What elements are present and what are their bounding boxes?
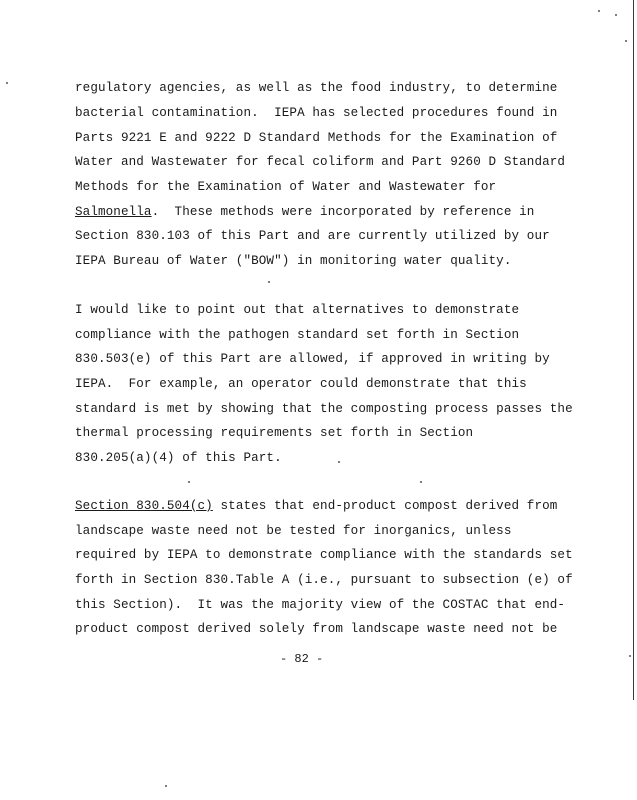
scan-speck xyxy=(625,40,627,42)
text-line: 830.503(e) of this Part are allowed, if approved in writing by xyxy=(75,352,550,366)
text-line: standard is met by showing that the composting process passes the xyxy=(75,402,573,416)
scan-speck xyxy=(188,481,190,483)
text-line: 830.205(a)(4) of this Part. xyxy=(75,451,282,465)
underlined-section-reference: Section 830.504(c) xyxy=(75,499,213,513)
text-span: . These methods were incorporated by reference in xyxy=(151,205,535,219)
text-line xyxy=(75,498,557,514)
text-line: Section 830.103 of this Part and are currently utilized by our xyxy=(75,229,550,243)
scan-speck xyxy=(615,14,617,16)
scan-speck xyxy=(268,281,270,283)
underlined-term: Salmonella xyxy=(75,205,152,219)
text-span: states that end-product compost derived from xyxy=(212,499,558,513)
text-line: IEPA Bureau of Water ("BOW") in monitoring water quality. xyxy=(75,254,512,268)
text-line: thermal processing requirements set forth in Section xyxy=(75,426,474,440)
text-line: Methods for the Examination of Water and Wastewater for xyxy=(75,180,497,194)
scan-speck xyxy=(629,655,631,657)
scan-edge-line xyxy=(633,0,634,700)
text-line: IEPA. For example, an operator could demonstrate that this xyxy=(75,377,527,391)
page-number: - 82 - xyxy=(280,652,324,666)
text-line: product compost derived solely from landscape waste need not be xyxy=(75,622,558,636)
text-line: forth in Section 830.Table A (i.e., pursuant to subsection (e) of xyxy=(75,573,573,587)
text-line: Water and Wastewater for fecal coliform and Part 9260 D Standard xyxy=(75,155,566,169)
text-line: I would like to point out that alternatives to demonstrate xyxy=(75,303,520,317)
text-line: landscape waste need not be tested for inorganics, unless xyxy=(75,524,512,538)
text-line: this Section). It was the majority view of the COSTAC that end- xyxy=(75,598,566,612)
text-line xyxy=(75,204,534,220)
text-line: Parts 9221 E and 9222 D Standard Methods for the Examination of xyxy=(75,131,558,145)
scan-speck xyxy=(420,481,422,483)
scan-speck xyxy=(6,82,8,84)
scan-speck xyxy=(598,10,600,12)
text-line: bacterial contamination. IEPA has selected procedures found in xyxy=(75,106,558,120)
scan-speck xyxy=(165,785,167,787)
scan-speck xyxy=(338,461,340,463)
text-line: regulatory agencies, as well as the food industry, to determine xyxy=(75,81,558,95)
text-line: required by IEPA to demonstrate compliance with the standards set xyxy=(75,548,573,562)
text-line: compliance with the pathogen standard set forth in Section xyxy=(75,328,520,342)
